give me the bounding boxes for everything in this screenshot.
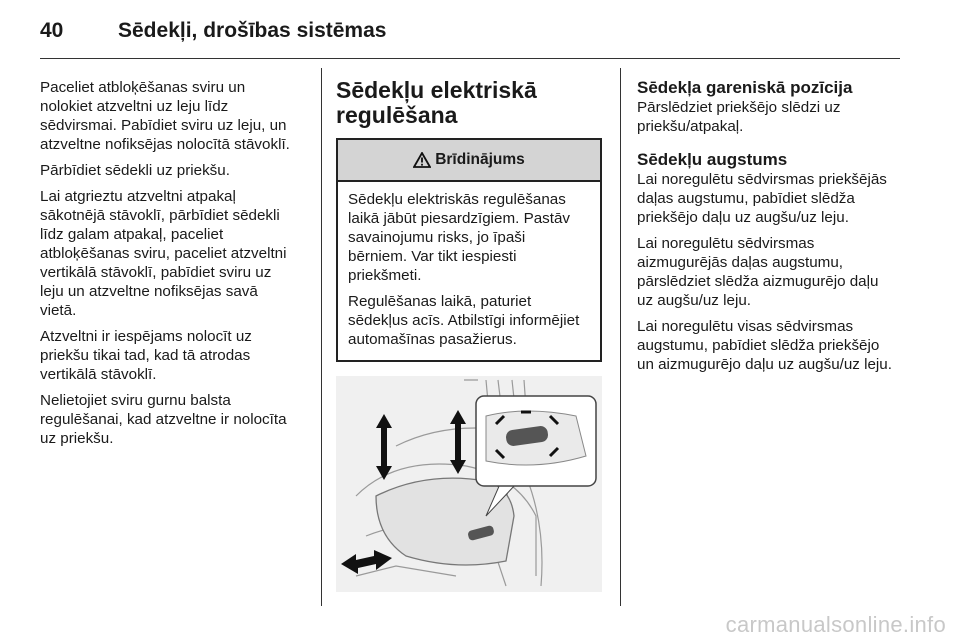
warning-box <box>336 138 602 362</box>
section-longitudinal <box>637 78 915 136</box>
section-heading: Sēdekļu elektriskā regulēšana <box>336 77 537 128</box>
paragraph: Lai noregulētu sēdvirsmas aizmugurējās daļas augstumu, pārslēdziet slēdža aizmugurējo daļu uz augšu/uz leju. <box>637 235 879 309</box>
column-divider-1 <box>321 68 322 606</box>
section-heading: Sēdekļa gareniskā pozīcija <box>637 78 853 97</box>
paragraph: Pārslēdziet priekšējo slēdzi uz priekšu/atpakaļ. <box>637 99 841 135</box>
paragraph: Lai noregulētu sēdvirsmas priekšējās daļas augstumu, pabīdiet slēdža priekšējo daļu uz augšu/uz leju. <box>637 171 887 226</box>
power-seat-drawing-icon <box>336 376 602 592</box>
paragraph: Lai noregulētu visas sēdvirsmas augstumu, pabīdiet slēdža priekšējo un aizmugurējo daļu uz augšu/uz leju. <box>637 318 892 373</box>
paragraph: Paceliet atbloķēšanas sviru un nolokiet atzveltni uz leju līdz sēdvirsmai. Pabīdiet sviru uz leju, un atzveltne nofiksējas nolocītā stāvoklī. <box>40 79 290 153</box>
warning-triangle-icon <box>413 152 431 168</box>
column-2 <box>336 78 602 592</box>
paragraph: Nelietojiet sviru gurnu balsta regulēšanai, kad atzveltne ir nolocīta uz priekšu. <box>40 392 287 447</box>
paragraph: Lai atgrieztu atzveltni atpakaļ sākotnējā stāvoklī, pārbīdiet sēdekli līdz galam atpakaļ, paceliet atbloķēšanas sviru, paceliet atzveltni vertikālā stāvoklī, pabīdiet sviru uz leju un atzveltne nofiksējas savā vietā. <box>40 188 287 319</box>
warning-header <box>338 140 600 182</box>
column-3 <box>637 78 915 388</box>
watermark: carmanualsonline.info <box>725 612 946 637</box>
column-1 <box>40 78 308 455</box>
paragraph: Pārbīdiet sēdekli uz priekšu. <box>40 162 230 179</box>
section-heading: Sēdekļu augstums <box>637 150 788 169</box>
page-header <box>0 0 960 58</box>
header-rule <box>40 58 900 59</box>
page-title: Sēdekļi, drošības sistēmas <box>118 19 387 42</box>
warning-title: Brīdinājums <box>435 151 525 168</box>
column-divider-2 <box>620 68 621 606</box>
warning-paragraph: Regulēšanas laikā, paturiet sēdekļus acīs. Atbilstīgi informējiet automašīnas pasažierus. <box>348 293 580 348</box>
warning-body <box>338 182 600 360</box>
page-number: 40 <box>40 19 64 42</box>
section-height <box>637 150 915 374</box>
paragraph: Atzveltni ir iespējams nolocīt uz priekšu tikai tad, kad tā atrodas vertikālā stāvoklī. <box>40 328 252 383</box>
seat-adjustment-illustration <box>336 376 602 592</box>
warning-paragraph: Sēdekļu elektriskās regulēšanas laikā jābūt piesardzīgiem. Pastāv savainojumu risks, jo īpaši bērniem. Var tikt iespiesti priekšmeti. <box>348 191 571 284</box>
